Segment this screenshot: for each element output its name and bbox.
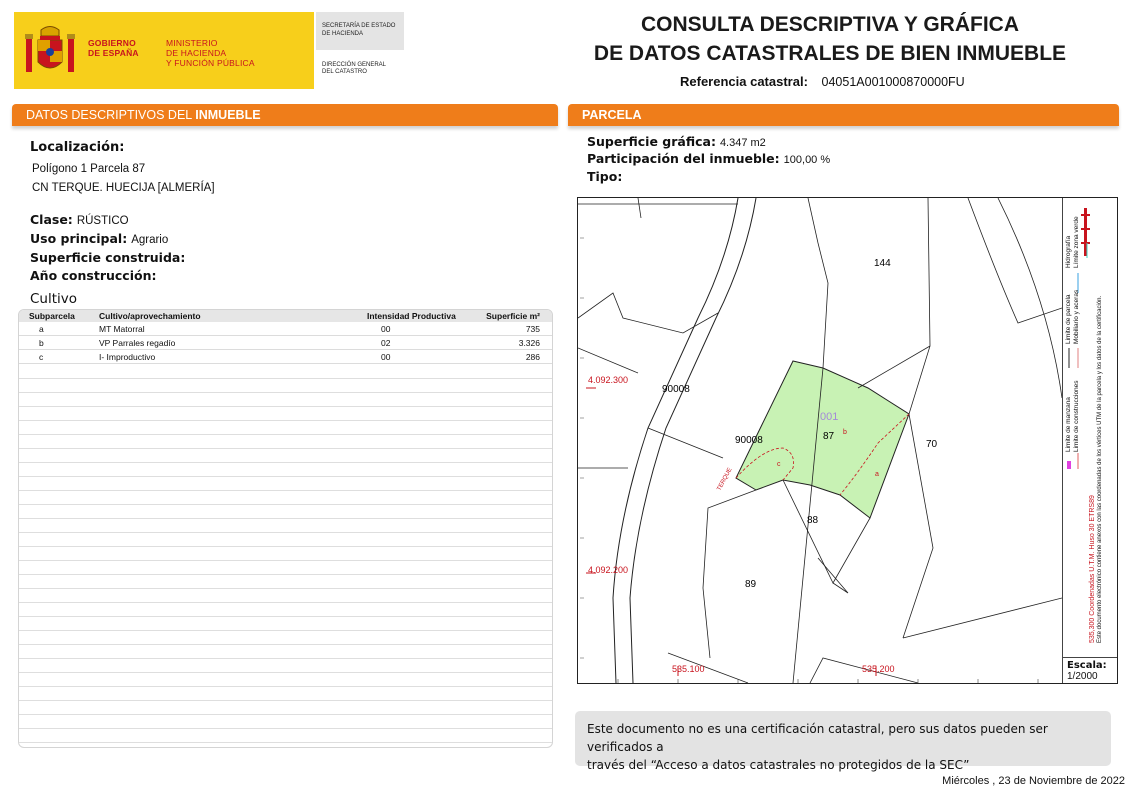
table-row [19,336,552,350]
table-empty-line [19,742,552,743]
table-empty-line [19,392,552,393]
parcel-line [903,598,1062,638]
table-empty-line [19,630,552,631]
document-date: Miércoles , 23 de Noviembre de 2022 [942,775,1125,787]
secretaria-text: SECRETARÍA DE ESTADO DE HACIENDA [322,23,396,37]
parcel-line [968,198,1062,323]
map-drawing [578,198,1062,683]
table-row [19,350,552,364]
scale-value: 1/2000 [1067,671,1098,682]
header-intensidad: Intensidad Productiva [367,311,456,321]
cell-intensidad: 00 [381,352,391,362]
header-superficie: Superficie m² [486,311,540,321]
cultivo-title: Cultivo [30,291,78,307]
table-empty-line [19,462,552,463]
cell-superficie: 735 [525,324,540,334]
table-empty-line [19,476,552,477]
table-empty-line [19,532,552,533]
table-empty-line [19,616,552,617]
cadastral-reference-label: Referencia catastral: [680,74,808,89]
parcel-label-70: 70 [926,439,938,450]
table-empty-line [19,574,552,575]
uso-label: Uso principal: [30,231,128,246]
header-subparcela: Subparcela [29,311,75,321]
table-empty-line [19,672,552,673]
subparcel-label-a: a [875,471,879,478]
cadastral-reference [680,74,965,89]
cell-intensidad: 00 [381,324,391,334]
subparcel-label-b: b [843,429,847,436]
cell-superficie: 286 [525,352,540,362]
road-label: TERQUE [716,467,734,492]
table-empty-line [19,378,552,379]
subparcel-label-c: c [777,461,781,468]
parcel-line [578,348,638,373]
superficie-grafica-value: 4.347 m2 [719,137,766,149]
localizacion-line2: CN TERQUE. HUECIJA [ALMERÍA] [32,182,215,194]
section-header-parcela: PARCELA [568,104,1119,126]
localizacion-label: Localización: [30,140,125,155]
table-empty-line [19,658,552,659]
cultivo-table [18,309,553,748]
parcel-line [703,490,756,658]
cell-superficie: 3.326 [518,338,540,348]
participacion-row [587,150,830,168]
notice-line1: Este documento no es una certificación catastral, pero sus datos pueden ser verificados a [587,722,1048,754]
road-edge-left [613,198,738,683]
table-empty-line [19,686,552,687]
direccion-general-text: DIRECCIÓN GENERAL DEL CATASTRO [322,62,387,75]
participacion-value: 100,00 % [783,154,831,166]
map-legend [1062,198,1116,657]
legend-limite-parcela: Limite de parcela [1065,294,1072,344]
coordinate-label: 535.100 [672,664,705,674]
legend-swatch-manzana [1067,461,1071,469]
parcel-line [648,428,723,458]
north-arrow-icon [1081,208,1090,256]
table-empty-line [19,546,552,547]
table-empty-line [19,644,552,645]
legend-limite-zona-verde: Límite zona verde [1073,216,1080,268]
section-title-strong: INMUEBLE [195,108,261,122]
ministry-name: MINISTERIO DE HACIENDA Y FUNCIÓN PÚBLICA [166,38,255,68]
coordinate-label: 4.092.300 [588,375,629,385]
participacion-label: Participación del inmueble: [587,151,780,166]
coat-of-arms-icon [24,24,76,78]
section-header-descriptive [12,104,558,126]
legend-limite-construcciones: Limite de construcciones [1073,380,1080,452]
superficie-grafica-label: Superficie gráfica: [587,134,716,149]
clase-label: Clase: [30,212,73,227]
legend-coordinates-note: 535,300 Coordenadas U.T.M. Huso 30 ETRS89 [1089,495,1096,643]
legend-utm-note: Este documento electrónico contiene anexos con las coordenadas de los vértices UTM de la parcela y los datos de la certificación. [1097,295,1103,643]
verification-notice [575,711,1111,772]
coordinate-label: 535.200 [862,664,895,674]
uso-row [30,230,168,248]
table-empty-line [19,518,552,519]
table-empty-line [19,588,552,589]
parcel-line [808,198,828,368]
parcel-line [638,198,641,218]
government-name: GOBIERNO DE ESPAÑA [88,38,139,58]
government-logo-block [14,12,314,89]
superficie-label: Superficie construida: [30,250,186,265]
table-header [19,310,552,322]
superficie-grafica-row [587,133,766,151]
coordinate-label: 4.092.200 [588,565,629,575]
notice-line2: través del “Acceso a datos catastrales no protegidos de la SEC” [587,758,970,772]
table-empty-line [19,490,552,491]
clase-row [30,211,129,229]
cell-sub: b [39,338,44,348]
parcel-line [818,558,848,593]
anio-label: Año construcción: [30,268,157,283]
table-empty-line [19,560,552,561]
secretaria-block [316,12,404,50]
parcel-label-001: 001 [820,411,839,423]
cell-cultivo: I- Improductivo [99,352,156,362]
tipo-label: Tipo: [587,169,623,184]
parcel-label-88: 88 [807,515,819,526]
parcel-label-90008: 90008 [735,435,763,446]
parcel-line [578,293,718,333]
cell-cultivo: MT Matorral [99,324,145,334]
parcel-label-89: 89 [745,579,757,590]
parcel-label-90008: 90008 [662,384,690,395]
table-empty-line [19,714,552,715]
parcel-label-144: 144 [874,258,891,269]
map-scale [1062,657,1118,684]
cadastral-reference-value: 04051A001000870000FU [821,75,965,89]
cell-intensidad: 02 [381,338,391,348]
header-cultivo: Cultivo/aprovechamiento [99,311,201,321]
parcel-label-87: 87 [823,431,835,442]
anio-row [30,267,156,285]
clase-value: RÚSTICO [76,215,129,227]
table-empty-line [19,728,552,729]
table-empty-line [19,434,552,435]
legend-mobiliario: Mobiliario y aceras [1073,289,1080,344]
table-empty-line [19,420,552,421]
cell-cultivo: VP Parrales regadío [99,338,176,348]
legend-limite-manzana: Limite de manzana [1065,397,1072,452]
table-empty-line [19,700,552,701]
scale-label: Escala: [1067,660,1107,671]
legend-hidrografia: Hidrografía [1065,235,1072,268]
localizacion-line1: Polígono 1 Parcela 87 [32,163,146,175]
uso-value: Agrario [131,234,169,246]
table-empty-line [19,602,552,603]
table-empty-line [19,448,552,449]
document-title: CONSULTA DESCRIPTIVA Y GRÁFICA DE DATOS CATASTRALES DE BIEN INMUEBLE [593,13,1067,65]
parcel-line [909,198,930,414]
section-title-prefix: DATOS DESCRIPTIVOS DEL [26,108,196,122]
cadastral-map [577,197,1118,684]
table-empty-line [19,504,552,505]
table-empty-line [19,406,552,407]
table-row [19,322,552,336]
cell-sub: c [39,352,44,362]
cell-sub: a [39,324,44,334]
superficie-row [30,249,185,267]
